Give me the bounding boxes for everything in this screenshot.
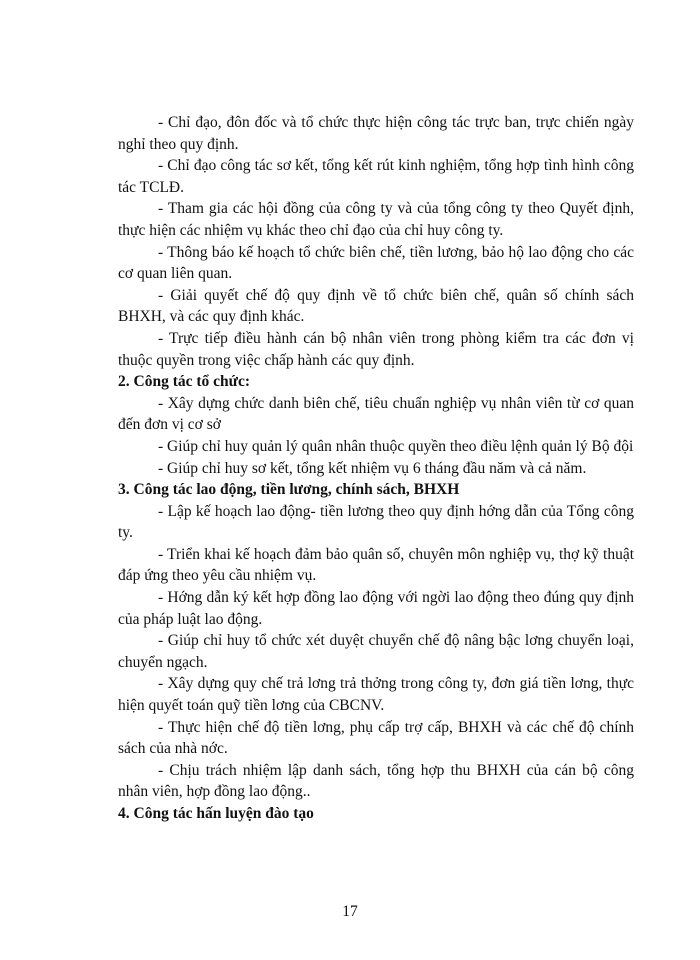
paragraph: - Giải quyết chế độ quy định về tổ chức biên chế, quân số chính sách BHXH, và các quy định khác.	[118, 286, 634, 326]
paragraph: - Trực tiếp điều hành cán bộ nhân viên trong phòng kiểm tra các đơn vị thuộc quyền trong việc chấp hành các quy định.	[118, 329, 634, 369]
paragraph: - Lập kế hoạch lao động- tiền lương theo quy định hớng dẫn của Tổng công ty.	[118, 502, 634, 542]
document-body	[118, 112, 634, 825]
page-number: 17	[342, 903, 358, 920]
paragraph: - Xây dựng quy chế trả lơng trả thởng trong công ty, đơn giá tiền lơng, thực hiện quyết toán quỹ tiền lơng của CBCNV.	[118, 675, 634, 715]
section-heading: 4. Công tác hấn luyện đào tạo	[118, 805, 314, 822]
paragraph: - Thông báo kế hoạch tổ chức biên chế, tiền lương, bảo hộ lao động cho các cơ quan liên quan.	[118, 243, 634, 283]
paragraph: - Giúp chỉ huy quản lý quân nhân thuộc quyền theo điều lệnh quản lý Bộ đội	[158, 437, 634, 455]
section-heading: 3. Công tác lao động, tiền lương, chính sách, BHXH	[118, 481, 460, 499]
paragraph: - Chịu trách nhiệm lập danh sách, tổng hợp thu BHXH của cán bộ công nhân viên, hợp đồng lao động..	[118, 761, 634, 801]
paragraph: - Giúp chỉ huy sơ kết, tổng kết nhiệm vụ 6 tháng đầu năm và cả năm.	[158, 459, 587, 477]
paragraph: - Thực hiện chế độ tiền lơng, phụ cấp trợ cấp, BHXH và các chế độ chính sách của nhà nớc.	[118, 718, 634, 758]
paragraph: - Tham gia các hội đồng của công ty và của tổng công ty theo Quyết định, thực hiện các nhiệm vụ khác theo chỉ đạo của chỉ huy công ty.	[118, 200, 634, 239]
paragraph: - Chỉ đạo, đôn đốc và tổ chức thực hiện công tác trực ban, trực chiến ngày nghỉ theo quy định.	[118, 114, 634, 153]
paragraph: - Giúp chỉ huy tổ chức xét duyệt chuyển chế độ nâng bậc lơng chuyển loại, chuyển ngạch.	[118, 632, 634, 671]
paragraph: - Xây dựng chức danh biên chế, tiêu chuẩn nghiệp vụ nhân viên từ cơ quan đến đơn vị cơ sở	[118, 394, 634, 434]
section-heading: 2. Công tác tổ chức:	[118, 373, 250, 391]
paragraph: - Chỉ đạo công tác sơ kết, tổng kết rút kinh nghiệm, tổng hợp tình hình công tác TCLĐ.	[118, 157, 634, 196]
paragraph: - Triển khai kế hoạch đảm bảo quân số, chuyên môn nghiệp vụ, thợ kỹ thuật đáp ứng theo yêu cầu nhiệm vụ.	[118, 545, 634, 585]
paragraph: - Hớng dẫn ký kết hợp đồng lao động với ngời lao động theo đúng quy định của pháp luật lao động.	[118, 589, 634, 628]
